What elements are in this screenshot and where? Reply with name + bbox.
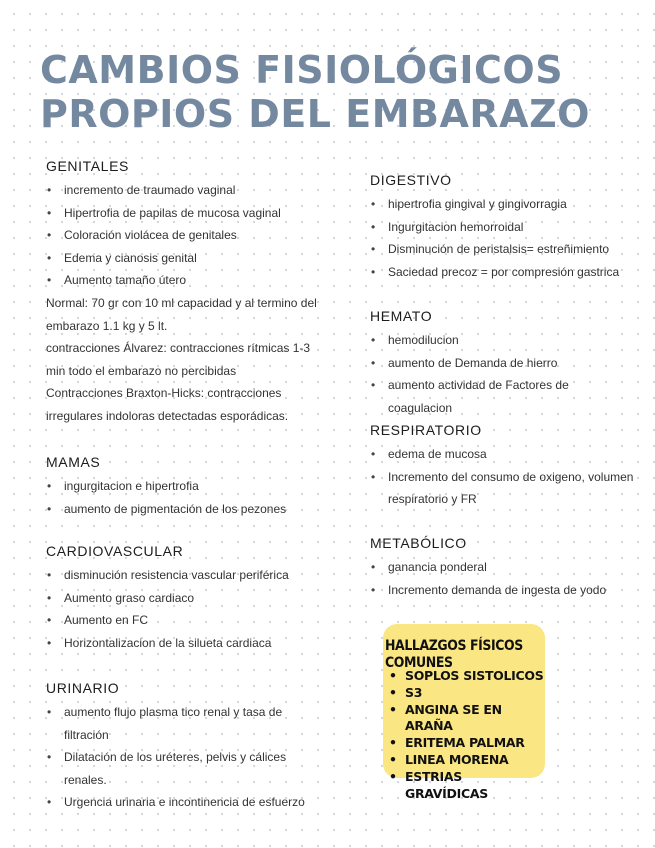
list-item: • Incremento demanda de ingesta de yodo — [370, 579, 635, 602]
section-heading: GENITALES — [46, 158, 129, 174]
list-item: • ERITEMA PALMAR — [385, 735, 545, 752]
list-item: • Aumento en FC — [46, 609, 328, 632]
section-mamas — [46, 454, 328, 520]
page-title-line-1: CAMBIOS FISIOLÓGICOS — [40, 48, 564, 92]
section-heading: RESPIRATORIO — [370, 422, 482, 438]
list-item: • Aumento tamaño útero — [46, 269, 328, 292]
section-genitales — [46, 158, 328, 428]
list-item: • aumento de pigmentación de los pezones — [46, 498, 328, 521]
bullet-list — [46, 701, 328, 814]
page-title-line-2: PROPIOS DEL EMBARAZO — [40, 92, 590, 136]
list-item: • Incremento del consumo de oxigeno, volumen respiratorio y FR — [370, 466, 635, 511]
page-title — [40, 48, 590, 136]
note-paragraph: Normal: 70 gr con 10 ml capacidad y al termino del embarazo 1.1 kg y 5 lt. — [46, 295, 317, 333]
list-item: • hemodilucion — [370, 329, 635, 352]
bullet-list — [370, 193, 635, 283]
list-item: • Hipertrofia de papilas de mucosa vaginal — [46, 202, 328, 225]
section-urinario — [46, 680, 328, 814]
bullet-list — [46, 179, 328, 292]
list-item: • aumento actividad de Factores de coagulacion — [370, 374, 635, 419]
hallazgos-sticky-note — [383, 624, 545, 801]
section-heading: URINARIO — [46, 680, 120, 696]
bullet-list — [370, 329, 635, 419]
bullet-list — [385, 668, 545, 802]
list-item: • ganancia ponderal — [370, 556, 635, 579]
section-heading: CARDIOVASCULAR — [46, 543, 184, 559]
section-respiratorio — [370, 422, 635, 511]
list-item: • Horizontalizacion de la silueta cardiaca — [46, 632, 328, 655]
list-item: • disminución resistencia vascular periférica — [46, 564, 328, 587]
list-item: • aumento de Demanda de hierro — [370, 352, 635, 375]
list-item: • Edema y cianosis genital — [46, 247, 328, 270]
list-item: • Urgencia urinaria e incontinencia de esfuerzo — [46, 791, 328, 814]
list-item: • hipertrofia gingival y gingivorragia — [370, 193, 635, 216]
bullet-list — [46, 564, 328, 654]
list-item: • ANGINA SE EN ARAÑA — [385, 702, 545, 736]
list-item: • Saciedad precoz = por compresión gastrica — [370, 261, 635, 284]
section-heading: MAMAS — [46, 454, 101, 470]
bullet-list — [46, 475, 328, 520]
list-item: • S3 — [385, 685, 545, 702]
list-item: • LINEA MORENA — [385, 752, 545, 769]
note-heading: HALLAZGOS FÍSICOS COMUNES — [385, 636, 523, 671]
list-item: • ESTRIAS GRAVÍDICAS — [385, 769, 545, 803]
list-item: • aumento flujo plasma tico renal y tasa de filtración — [46, 701, 328, 746]
list-item: • ingurgitacion e hipertrofia — [46, 475, 328, 498]
section-hemato — [370, 308, 635, 419]
section-metabolico — [370, 535, 635, 601]
section-heading: DIGESTIVO — [370, 172, 452, 188]
list-item: • Dilatación de los uréteres, pelvis y cálices renales. — [46, 746, 328, 791]
list-item: • edema de mucosa — [370, 443, 635, 466]
list-item: • SOPLOS SISTOLICOS — [385, 668, 545, 685]
bullet-list — [370, 556, 635, 601]
list-item: • Aumento graso cardiaco — [46, 587, 328, 610]
section-heading: HEMATO — [370, 308, 433, 324]
list-item: • incremento de traumado vaginal — [46, 179, 328, 202]
section-heading: METABÓLICO — [370, 535, 467, 551]
section-digestivo — [370, 172, 635, 283]
note-paragraph: contracciones Álvarez: contracciones rítmicas 1-3 min todo el embarazo no percibidas — [46, 341, 311, 378]
bullet-list — [370, 443, 635, 511]
list-item: • Disminución de peristalsis= estreñimiento — [370, 238, 635, 261]
list-item: • Coloración violácea de genitales — [46, 224, 328, 247]
note-paragraph: Contracciones Braxton-Hicks: contracciones irregulares indoloras detectadas esporádicas. — [46, 386, 289, 423]
section-cardiovascular — [46, 543, 328, 654]
list-item: • Ingurgitacion hemorroidal — [370, 216, 635, 239]
